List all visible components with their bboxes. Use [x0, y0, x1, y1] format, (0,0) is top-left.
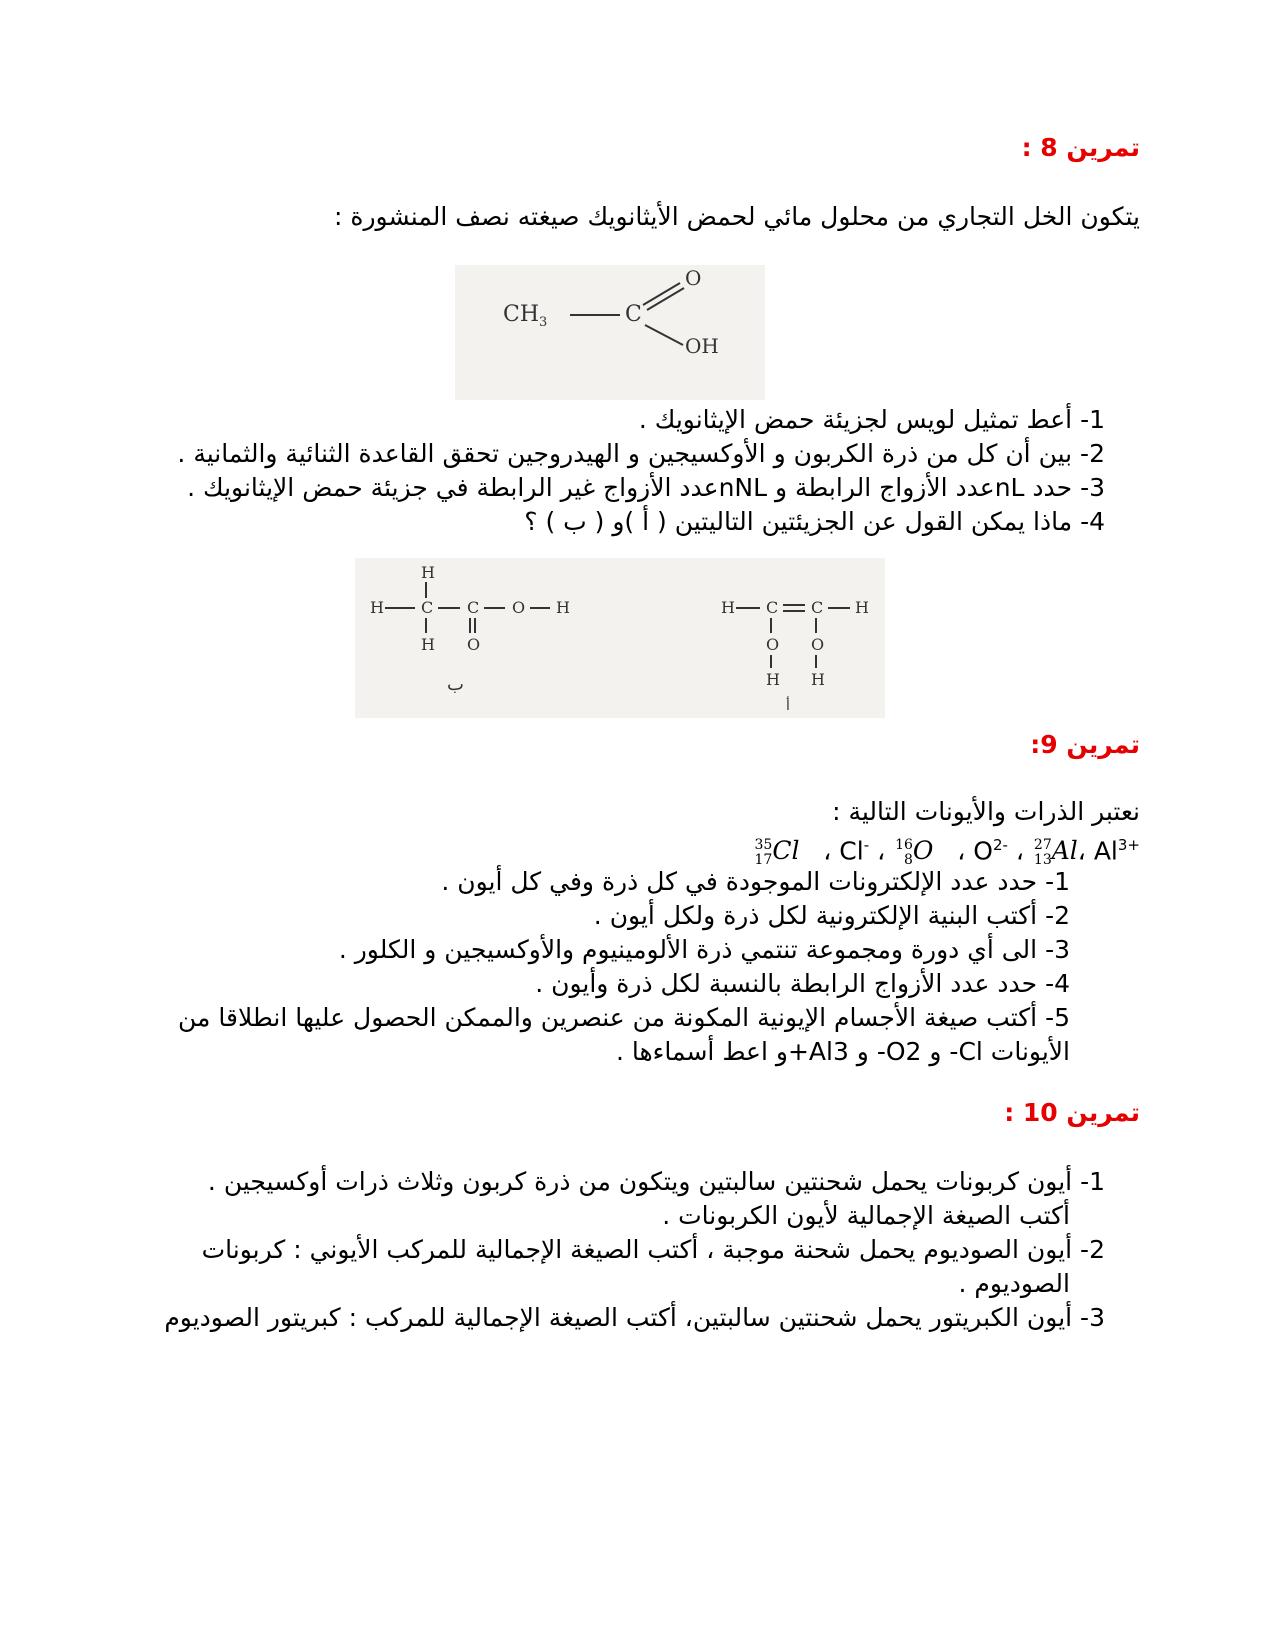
svg-text:H: H: [721, 598, 735, 617]
exercise-8-title: تمرين 8 :: [1021, 133, 1140, 162]
exercise-10-question-3: 3- أيون الكبريتور يحمل شحنتين سالبتين، أكتب الصيغة الإجمالية للمركب : كبريتور الصوديوم: [164, 1303, 1105, 1332]
oxygen-label: O: [685, 266, 702, 290]
svg-text:H: H: [556, 598, 570, 617]
bond-c-oh: [645, 325, 683, 345]
exercise-9-question-4: 4- حدد عدد الأزواج الرابطة بالنسبة لكل ذرة وأيون .: [535, 969, 1070, 998]
exercise-9-question-5b: الأيونات Cl- و O2- و Al3+و اعط أسماءها .: [615, 1037, 1070, 1066]
exercise-9-intro: نعتبر الذرات والأيونات التالية :: [832, 797, 1140, 826]
exercise-10-question-2a: 2- أيون الصوديوم يحمل شحنة موجبة ، أكتب الصيغة الإجمالية للمركب الأيوني : كربونات: [201, 1235, 1105, 1264]
exercise-8-question-1: 1- أعط تمثيل لويس لجزيئة حمض الإيثانويك .: [638, 405, 1105, 434]
svg-text:O: O: [467, 635, 481, 654]
acetic-acid-figure: [455, 265, 765, 400]
exercise-10-question-1b: أكتب الصيغة الإجمالية لأيون الكربونات .: [662, 1201, 1070, 1230]
exercise-8-question-2: 2- بين أن كل من ذرة الكربون و الأوكسيجين و الهيدروجين تحقق القاعدة الثنائية والثمانية .: [177, 439, 1105, 468]
svg-text:H: H: [855, 598, 869, 617]
exercise-9-question-3: 3- الى أي دورة ومجموعة تنتمي ذرة الألومينيوم والأوكسيجين و الكلور .: [338, 935, 1070, 964]
molecule-b-label: ب: [447, 674, 464, 695]
exercise-8-intro: يتكون الخل التجاري من محلول مائي لحمض الأيثانويك صيغته نصف المنشورة :: [334, 202, 1140, 231]
svg-text:C: C: [811, 598, 824, 617]
svg-text:H: H: [811, 670, 825, 689]
svg-text:O: O: [766, 635, 780, 654]
svg-text:H: H: [370, 598, 384, 617]
svg-text:C: C: [421, 598, 434, 617]
exercise-9-question-5a: 5- أكتب صيغة الأجسام الإيونية المكونة من عنصرين والممكن الحصول عليها انطلاقا من: [178, 1003, 1070, 1032]
molecule-a-label: أ: [786, 698, 790, 714]
svg-text:C: C: [467, 598, 480, 617]
exercise-9-species: 35 17Cl ، Cl- ، 16 8O ، $O^{2-}$ ، 27 13Al، $Al^{3+}$: [754, 836, 1140, 868]
svg-text:H: H: [766, 670, 780, 689]
molecule-b: [370, 563, 570, 695]
ch3-label: $CH_3$: [503, 302, 548, 330]
exercise-9-question-1: 1- حدد عدد الإلكترونات الموجودة في كل ذرة وفي كل أيون .: [441, 867, 1070, 896]
hydroxyl-label: OH: [685, 334, 719, 358]
exercise-8-question-3: 3- حدد nLعدد الأزواج الرابطة و nNLعدد الأزواج غير الرابطة في جزيئة حمض الإيثانويك .: [187, 473, 1105, 502]
carbon-label: C: [625, 302, 642, 327]
exercise-9-title: تمرين 9:: [1030, 730, 1140, 759]
exercise-9-question-2: 2- أكتب البنية الإلكترونية لكل ذرة ولكل أيون .: [593, 901, 1070, 930]
svg-text:H: H: [421, 563, 435, 582]
svg-text:O: O: [811, 635, 825, 654]
svg-text:C: C: [766, 598, 779, 617]
exercise-8-question-4: 4- ماذا يمكن القول عن الجزيئتين التاليتين ( أ )و ( ب ) ؟: [524, 507, 1105, 536]
svg-text:H: H: [421, 635, 435, 654]
molecules-a-b-figure: [355, 558, 885, 718]
exercise-10-question-2b: الصوديوم .: [958, 1269, 1070, 1298]
svg-text:O: O: [512, 598, 526, 617]
exercise-10-title: تمرين 10 :: [1004, 1098, 1140, 1127]
molecule-a: [721, 598, 869, 714]
exercise-10-question-1a: 1- أيون كربونات يحمل شحنتين سالبتين ويتكون من ذرة كربون وثلاث ذرات أوكسيجين .: [207, 1167, 1105, 1196]
